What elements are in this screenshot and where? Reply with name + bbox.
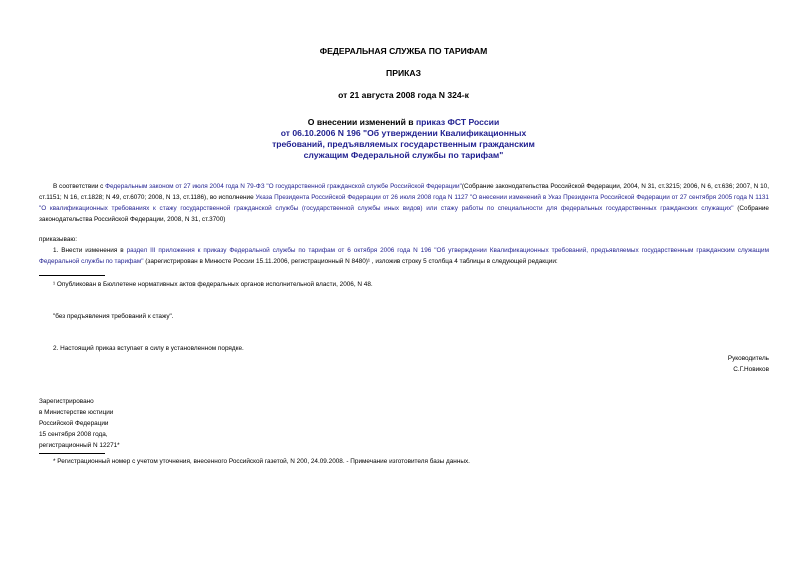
preamble-paragraph [39,181,769,225]
signature-name: С.Г.Новиков [733,366,769,373]
agency-heading: ФЕДЕРАЛЬНАЯ СЛУЖБА ПО ТАРИФАМ [319,46,488,56]
title-line-2[interactable]: от 06.10.2006 N 196 "Об утверждении Квалификационных [280,128,527,138]
presidential-decree-link[interactable]: Указа Президента Российской Федерации от 26 июля 2008 года N 1127 "О внесении изменений в Указ Президента Российской Федерации от 27 сентября 2005 года N 1131 "О квалификационных требованиях к стажу государственной гражданской службы (государственной службы иных видов) или стажу работы по специальности для федеральных государственных гражданских служащих" [39,194,769,212]
doc-type-heading: ПРИКАЗ [386,68,421,78]
footnote-divider-2 [39,453,105,454]
footnote-1: ¹ Опубликован в Бюллетене нормативных актов федеральных органов исполнительной власти, 2006, N 48. [53,281,373,288]
item-1-paragraph [39,245,769,267]
registration-line-2: в Министерстве юстиции [39,409,114,416]
order-196-link[interactable]: раздел III приложения к приказу Федеральной службы по тарифам от 6 октября 2006 года N 196 "Об утверждении Квалификационных требований, предъявляемых государственным гражданским служащим Федеральной службы по тарифам" [39,247,769,265]
footnote-divider-1 [39,275,105,276]
title-line-4[interactable]: служащим Федеральной службы по тарифам" [303,150,504,160]
title-line-1-plain: О внесении изменений в [307,117,416,127]
registration-block [39,396,120,451]
preamble-text-2: (Собрание законодательства Российской Федерации, 2004, N 31, ст.3215; 2006, N 6, ст.636; 2007, N 10, ст.1151; N 16, ст.1828; N 49, ст.6070; 2008, N 13, ст.1186), во исполнение [39,183,769,201]
item-2-paragraph: 2. Настоящий приказ вступает в силу в установленном порядке. [53,345,244,352]
document-title [0,117,807,161]
date-number: от 21 августа 2008 года N 324-к [338,90,469,100]
registration-line-3: Российской Федерации [39,420,109,427]
signature-role: Руководитель [727,355,769,362]
preamble-text-3: (Собрание законодательства Российской Федерации, 2008, N 31, ст.3700) [39,205,769,223]
preamble-text-1: В соответствии с [53,183,106,190]
item-1-text-2: (зарегистрирован в Минюсте России 15.11.2006, регистрационный N 8480) [143,258,368,265]
order-word: приказываю: [39,236,77,243]
item-1-text-1: 1. Внести изменения в [53,247,127,254]
title-line-3[interactable]: требований, предъявляемых государственным гражданским [272,139,535,149]
federal-law-link[interactable]: Федеральным законом от 27 июля 2004 года N 79-ФЗ "О государственной гражданской службе Российской Федерации" [105,183,462,190]
registration-line-4: 15 сентября 2008 года, [39,431,108,438]
title-line-1 [0,117,807,128]
title-link[interactable]: приказ ФСТ России [415,117,500,127]
footnote-2: * Регистрационный номер с учетом уточнения, внесенного Российской газетой, N 200, 24.09.2008. - Примечание изготовителя базы данных. [53,458,470,465]
registration-line-5: регистрационный N 12271* [39,442,120,449]
item-1-text-3: ¹ , изложив строку 5 столбца 4 таблицы в следующей редакции: [367,258,558,265]
quoted-amendment: "без предъявления требований к стажу". [53,313,174,320]
registration-line-1: Зарегистрировано [39,398,94,405]
